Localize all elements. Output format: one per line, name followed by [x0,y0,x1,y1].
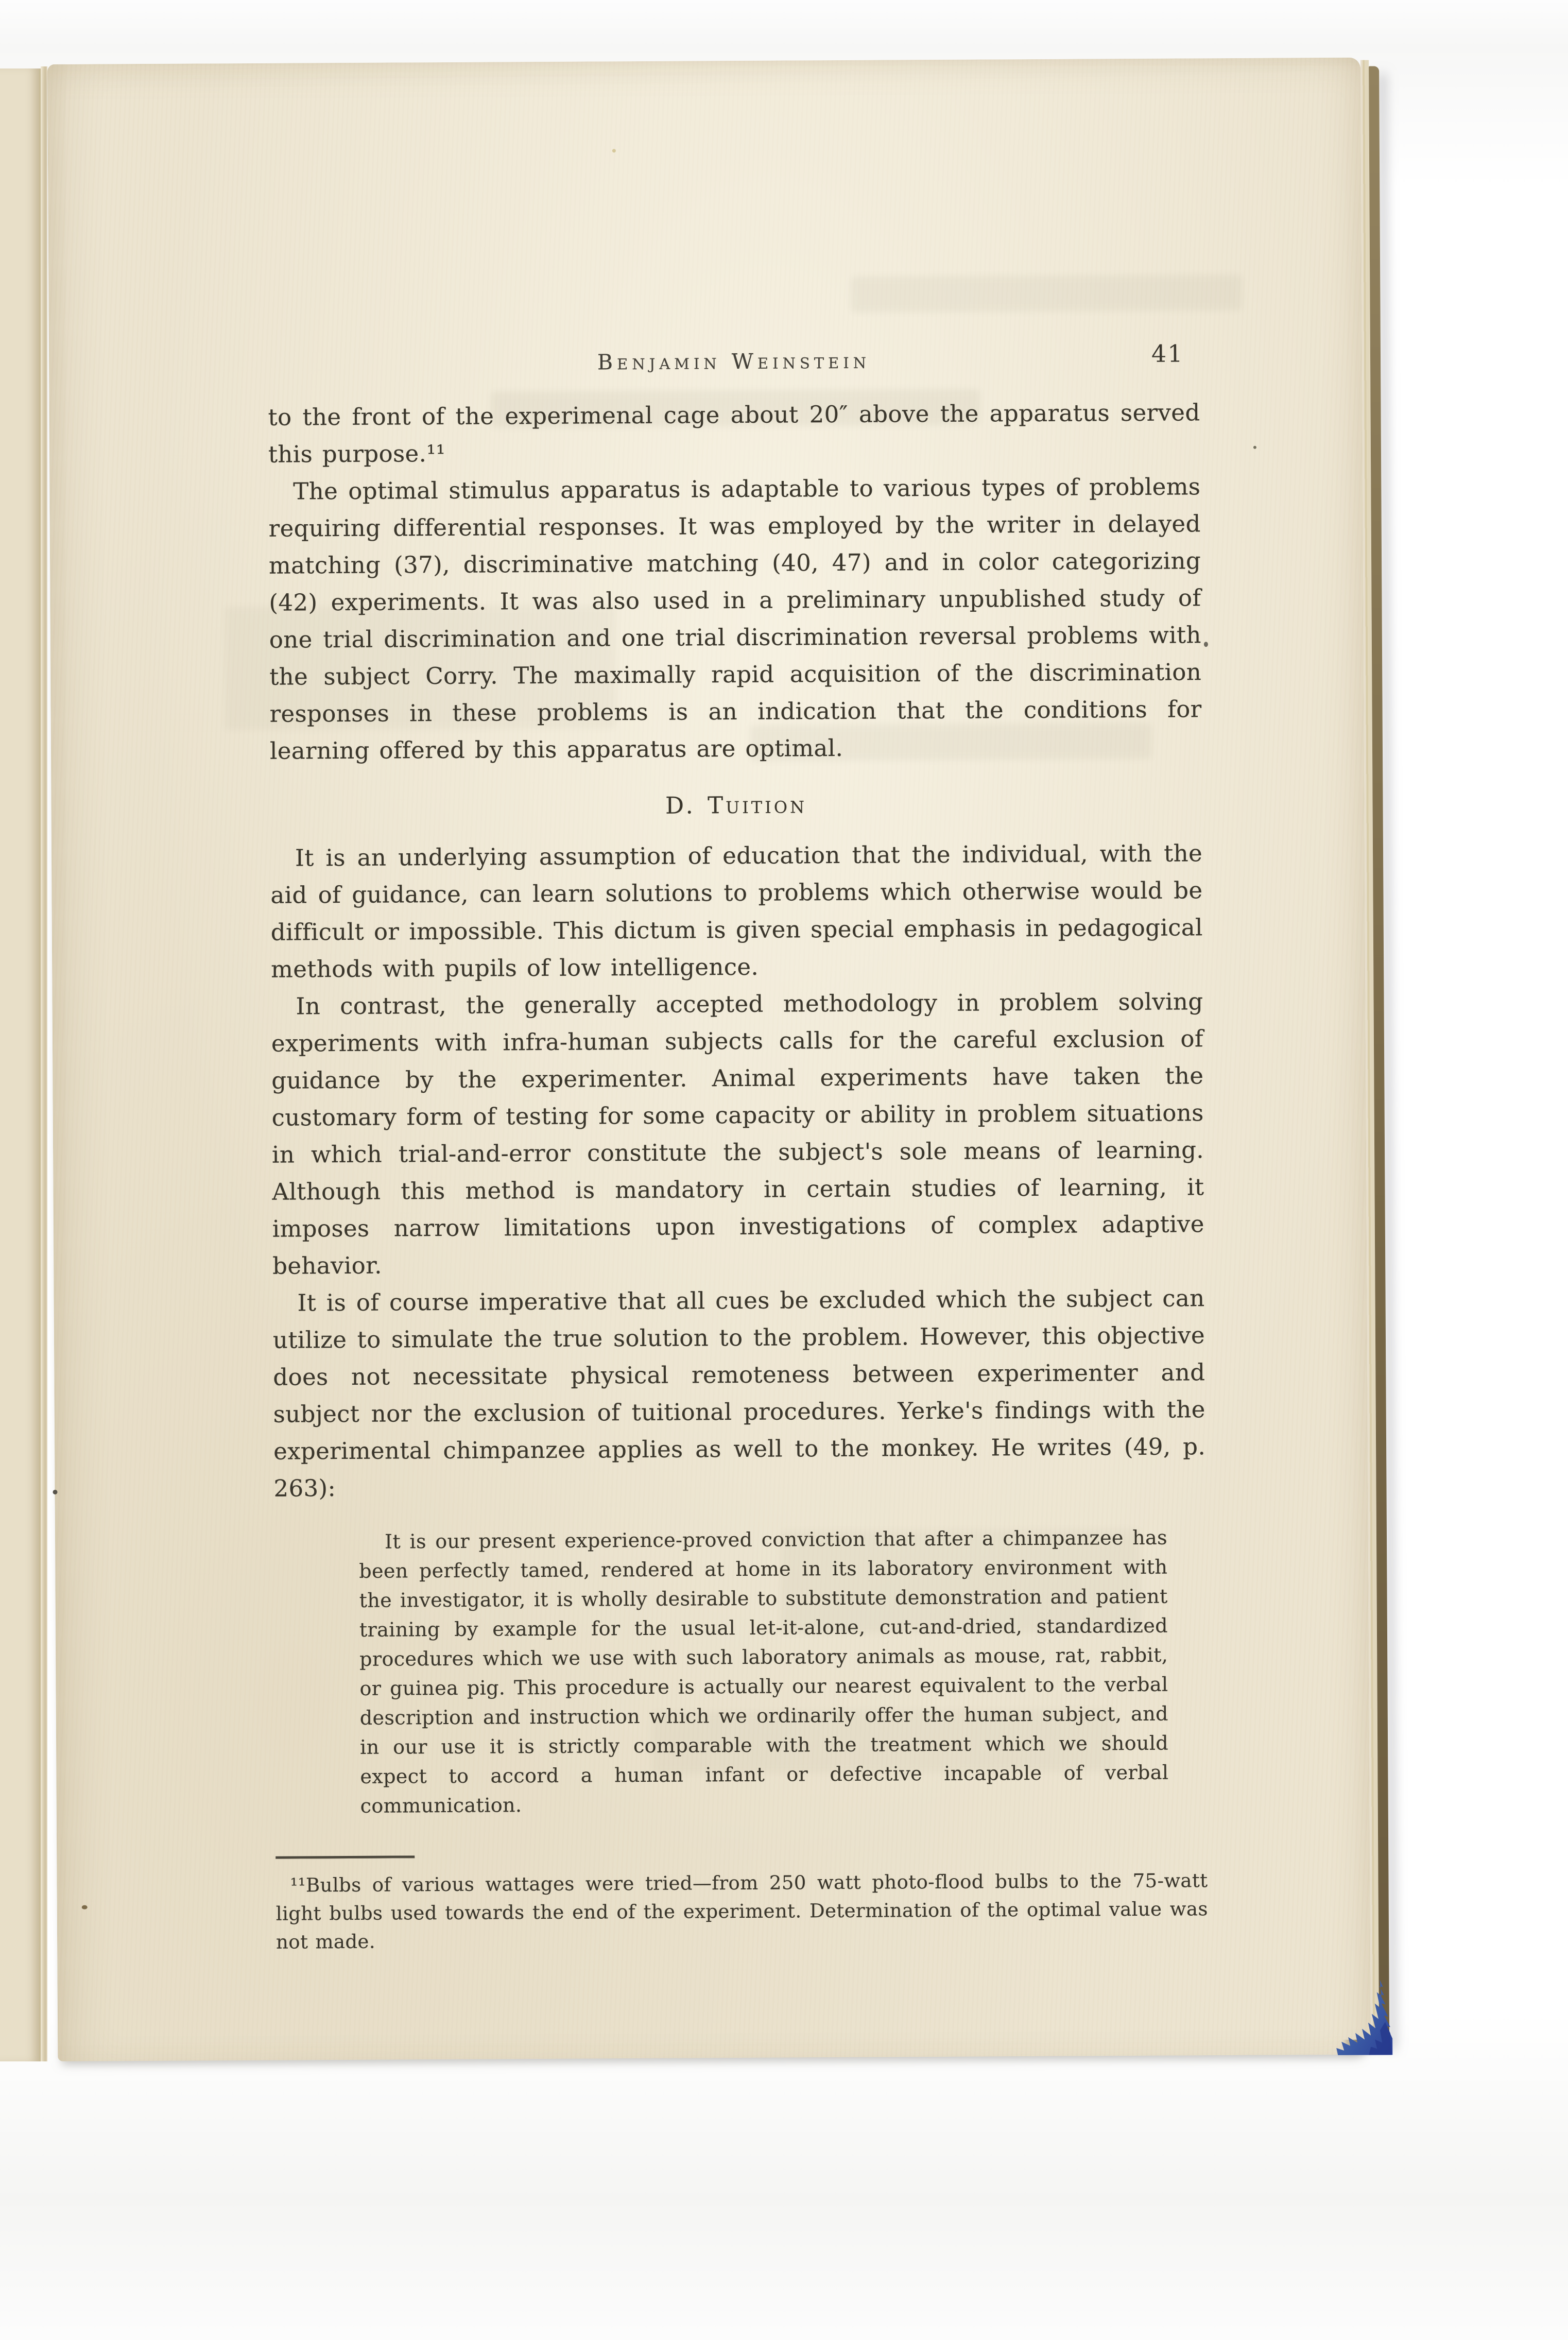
paragraph-optimal-stimulus: The optimal stimulus apparatus is adaptable to various types of problems requiring differential responses. It was employed by the writer in delayed matching (37), discriminative matching (40, 47) and in color categorizing (42) experiments. It was also used in a preliminary unpublished study of one trial discrimination and one trial discrimination reversal problems with the subject Corry. The maximally rapid acquisition of the discrimination responses in these problems is an indication that the conditions for learning offered by this apparatus are optimal. [268,473,1202,765]
paragraph-in-contrast: In contrast, the generally accepted methodology in problem solving experiments with infra-human subjects calls for the careful exclusion of guidance by the experimenter. Animal experiments have taken the customary form of testing for some capacity or ability in problem situations in which trial-and-error constitute the subject's sole means of learning. Although this method is mandatory in certain studies of learning, it imposes narrow limitations upon investigations of complex adaptive behavior. [271,988,1204,1280]
paragraph-underlying-assumption: It is an underlying assumption of education that the individual, with the aid of guidance, can learn solutions to problems which otherwise would be difficult or impossible. This dictum is given special emphasis in pedagogical methods with pupils of low intelligence. [270,839,1203,983]
section-heading-tuition: D. Tuition [665,791,807,819]
page-number: 41 [1151,339,1184,368]
book-page [47,58,1371,2061]
running-header-title: Benjamin Weinstein [597,348,871,375]
block-quote-yerkes: It is our present experience-proved conviction that after a chimpanzee has been perfectly tamed, rendered at home in its laboratory environment with the investigator, it is wholly desirable to substitute demonstration and patient training by example for the usual let-it-alone, cut-and-dried, standardized procedures which we use with such laboratory animals as mouse, rat, rabbit, or guinea pig. This procedure is actually our nearest equivalent to the verbal description and instruction which we ordinarily offer the human subject, and in our use it is strictly comparable with the treatment which we should expect to accord a human infant or defective incapable of verbal communication. [359,1526,1169,1817]
paper-speck [53,1490,57,1494]
ink-blot [1319,1978,1398,2055]
running-header [268,339,1200,392]
paper-speck [612,149,616,152]
show-through-ghost [851,274,1242,313]
text-column [268,394,1208,1956]
footnote-rule [275,1855,415,1859]
paper-speck [1253,446,1256,449]
paper-speck [82,1905,88,1909]
footnote-bulbs: ¹¹Bulbs of various wattages were tried—from 250 watt photo-flood bulbs to the 75-watt light bulbs used towards the end of the experiment. Determination of the optimal value was not made. [275,1869,1208,1953]
paragraph-continuation: to the front of the experimenal cage about 20″ above the apparatus served this purpose.¹¹ [268,399,1200,468]
paragraph-imperative-cues: It is of course imperative that all cues be excluded which the subject can utilize to simulate the true solution to the problem. However, this objective does not necessitate physical remoteness between experimenter and subject nor the exclusion of tuitional procedures. Yerke's findings with the experimental chimpanzee applies as well to the monkey. He writes (49, p. 263): [272,1284,1206,1502]
paper-speck [1204,642,1208,647]
